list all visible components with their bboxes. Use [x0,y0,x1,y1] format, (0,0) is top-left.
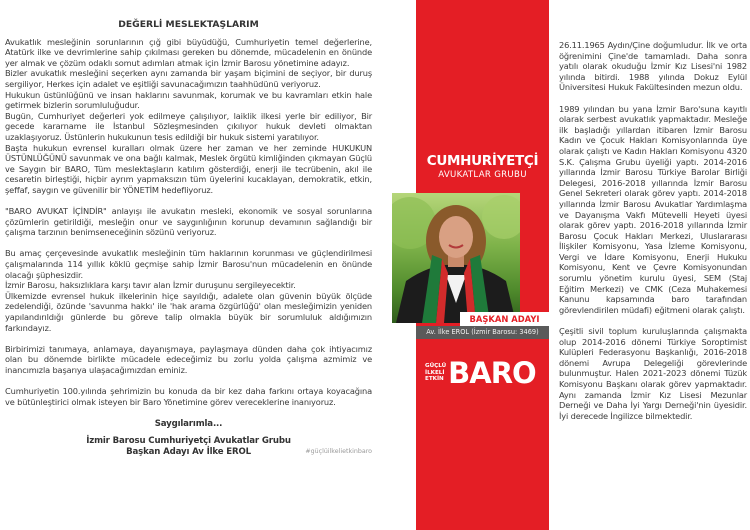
bio-column [559,40,747,421]
letter-paragraph: İzmir Barosu, haksızlıklara karşı tavır alan İzmir duruşunu sergileyecektir. [5,280,296,291]
letter-column [5,20,372,458]
brand-title: CUMHURİYETÇİ [426,153,539,169]
campaign-hashtag: #güçlüilkelietkinbaro [305,448,372,456]
bio-paragraph: 1989 yılından bu yana İzmir Baro'suna kayıtlı olarak serbest avukatlık yapmaktadır. Mesleğe ilk başladığı yıllardan itibaren İzmir Barosu Kadın ve Çocuk Hakları Komisyonlarında üye olarak çalıştı ve Kadın Hakları Komisyonu 4320 S.K. Çalışma Grubu üyeliği yaptı. 2014-2016 yıllarında İzmir Barosu Türkiye Barolar Birliği Delegesi, 2016-2018 yıllarında İzmir Barosu Genel Sekreteri olarak görev yaptı. 2014-2018 yıllarında İzmir Barosu Avukatlar Yardımlaşma ve Dayanışma Vakfı Mütevelli Heyeti üyesi olarak görev yaptı. 2016-2018 yıllarında İzmir Barosu Çocuk Hakları Merkezi, Uluslararası İlişkiler Komisyonu, Yasa İzleme Komisyonu, Vergi ve İdare Komisyonu, Enerji Hukuku Komisyonu, Kent ve Çevre Komisyonundan sorumlu yönetim kurulu üyesi, SEM (Staj Eğitim Merkezi) ve CMK (Ceza Muhakemesi Kanunu kapsamında baro tarafından görevlendirilen müdafi) eğitmeni olarak çalıştı. [559,103,747,315]
letter-paragraph: Cumhuriyetin 100.yılında şehrimizin bu konuda da bir kez daha farkını ortaya koyacağına ve bütünleştirici olmak isteyen bir Baro Yönetimine görev vereceklerine inanıyoruz. [5,386,372,407]
letter-greeting: Saygılarımla... [154,419,223,430]
logo-wordmark: BARO [448,356,536,390]
bio-paragraph: Çeşitli sivil toplum kuruluşlarında çalışmakta olup 2014-2016 dönemi Türkiye Soroptimist Kulüpleri Federasyonu Başkanlığı, 2016-2018 dönemi Avrupa Delegeliği görevlerinde bulunmuştur. Halen 2021-2023 dönemi Tüzük Komisyonu Başkanı olarak görev yapmaktadır. Aynı zamanda İzmir Kız Lisesi Mezunlar Derneği ve Daha İyi Yargı Derneği'nin üyesidir. İyi derecede İngilizce bilmektedir. [559,326,747,421]
letter-paragraph: Avukatlık mesleğinin sorunlarının çığ gibi büyüdüğü, Cumhuriyetin temel değerlerine, Atatürk ilke ve devrimlerine sahip çıkılması gereken bu dönemde, mücadelenin en önünde yer almak ve çözüm odaklı somut adımları atmak için İzmir Barosu yönetimine adayız. [5,36,372,68]
signature-block [5,436,372,458]
signature-group: İzmir Barosu Cumhuriyetçi Avukatlar Grubu [86,435,291,446]
bio-paragraph: 26.11.1965 Aydın/Çine doğumludur. İlk ve orta öğrenimini Çine'de tamamladı. Daha sonra yatılı olarak okuduğu İzmir Kız Lisesi'ni 1982 yılında bitirdi. 1988 yılında Dokuz Eylül Üniversitesi Hukuk Fakültesinden mezun oldu. [559,40,747,93]
letter-paragraph: Birbirimizi tanımaya, anlamaya, dayanışmaya, paylaşmaya dünden daha çok ihtiyacımız olan bu dönemde birlikte mücadele edeceğimiz bu zorlu yolda çalışma azmimiz ve inancımızla başarıya ulaşacağımızdan eminiz. [5,343,372,375]
candidate-photo [392,193,520,323]
brand-subtitle: AVUKATLAR GRUBU [438,170,527,180]
candidate-badge: BAŞKAN ADAYI [460,312,549,326]
candidate-caption: Av. İlke EROL (İzmir Barosu: 3469) [416,326,549,339]
portrait-illustration [392,193,520,323]
letter-paragraph: Ülkemizde evrensel hukuk ilkelerinin hiçe sayıldığı, adalete olan güvenin büyük ölçüde zedelendiği, özünde 'savunma hakkı' ile 'hak arama özgürlüğü' olan mesleğimizin yeniden yapılandırıldığı günlerde bu göreve talip olmakla büyük bir sorumluluk aldığımızın farkındayız. [5,290,372,333]
baro-logo [425,357,536,389]
logo-slogan: GÜÇLÜ İLKELİ ETKİN [425,362,447,383]
letter-paragraph: Hukukun üstünlüğünü ve insan haklarını savunmak, korumak ve bu kavramları etkin hale getirmek bizlerin sorumluluğudur. [5,89,372,111]
letter-paragraph: Bugün, Cumhuriyet değerleri yok edilmeye çalışılıyor, laiklik ilkesi yerle bir ediliyor, Bir gecede kararname ile İstanbul Sözleşmesinden çıkılıyor hukuk devleti olmaktan uzaklaşıyoruz. Üstünlerin hukukunun tesis edildiği bir hukuk sistemi yaratılıyor. [5,110,372,142]
letter-heading: DEĞERLİ MESLEKTAŞLARIM [118,19,259,30]
letter-paragraph: "BARO AVUKAT İÇİNDİR" anlayışı ile avukatın mesleki, ekonomik ve sosyal sorunlarına çözümlerin getirildiği, mesleğin onur ve saygınlığının korunup devamının sağlandığı bir çalışma tarzının benimseneceğinin sözünü veriyoruz. [5,206,372,238]
letter-paragraph: Bu amaç çerçevesinde avukatlık mesleğinin tüm haklarının korunması ve güçlendirilmesi çalışmalarında 114 yıllık köklü geçmişe sahip İzmir Barosu'nun mücadelenin en önünde olacağı şüphesizdir. [5,248,372,280]
signature-name: Başkan Adayı Av İlke EROL [126,446,251,457]
letter-paragraph: Bizler avukatlık mesleğini seçerken aynı zamanda bir yaşam biçimini de seçiyor, bir duruş sergiliyor, Herkes için adalet ve eşitliği savunacağımızın taahhüdünü veriyoruz. [5,68,372,89]
letter-paragraph: Başta hukukun evrensel kuralları olmak üzere her zaman ve her zeminde HUKUKUN ÜSTÜNLÜĞÜNÜ savunmak ve ona bağlı kalmak, Meslek örgütü kimliğinden çıkmayan Güçlü ve Saygın bir BARO, Tüm meslektaşların katılım gösterdiği, enerji ile tecrübenin, akıl ile cesaretin birleştiği, hiçbir ayrım yapmaksızın tüm üyelerini kucaklayan, demokratik, etkin, şeffaf, saygın ve güvenilir bir YÖNETİM hedefliyoruz. [5,142,372,195]
